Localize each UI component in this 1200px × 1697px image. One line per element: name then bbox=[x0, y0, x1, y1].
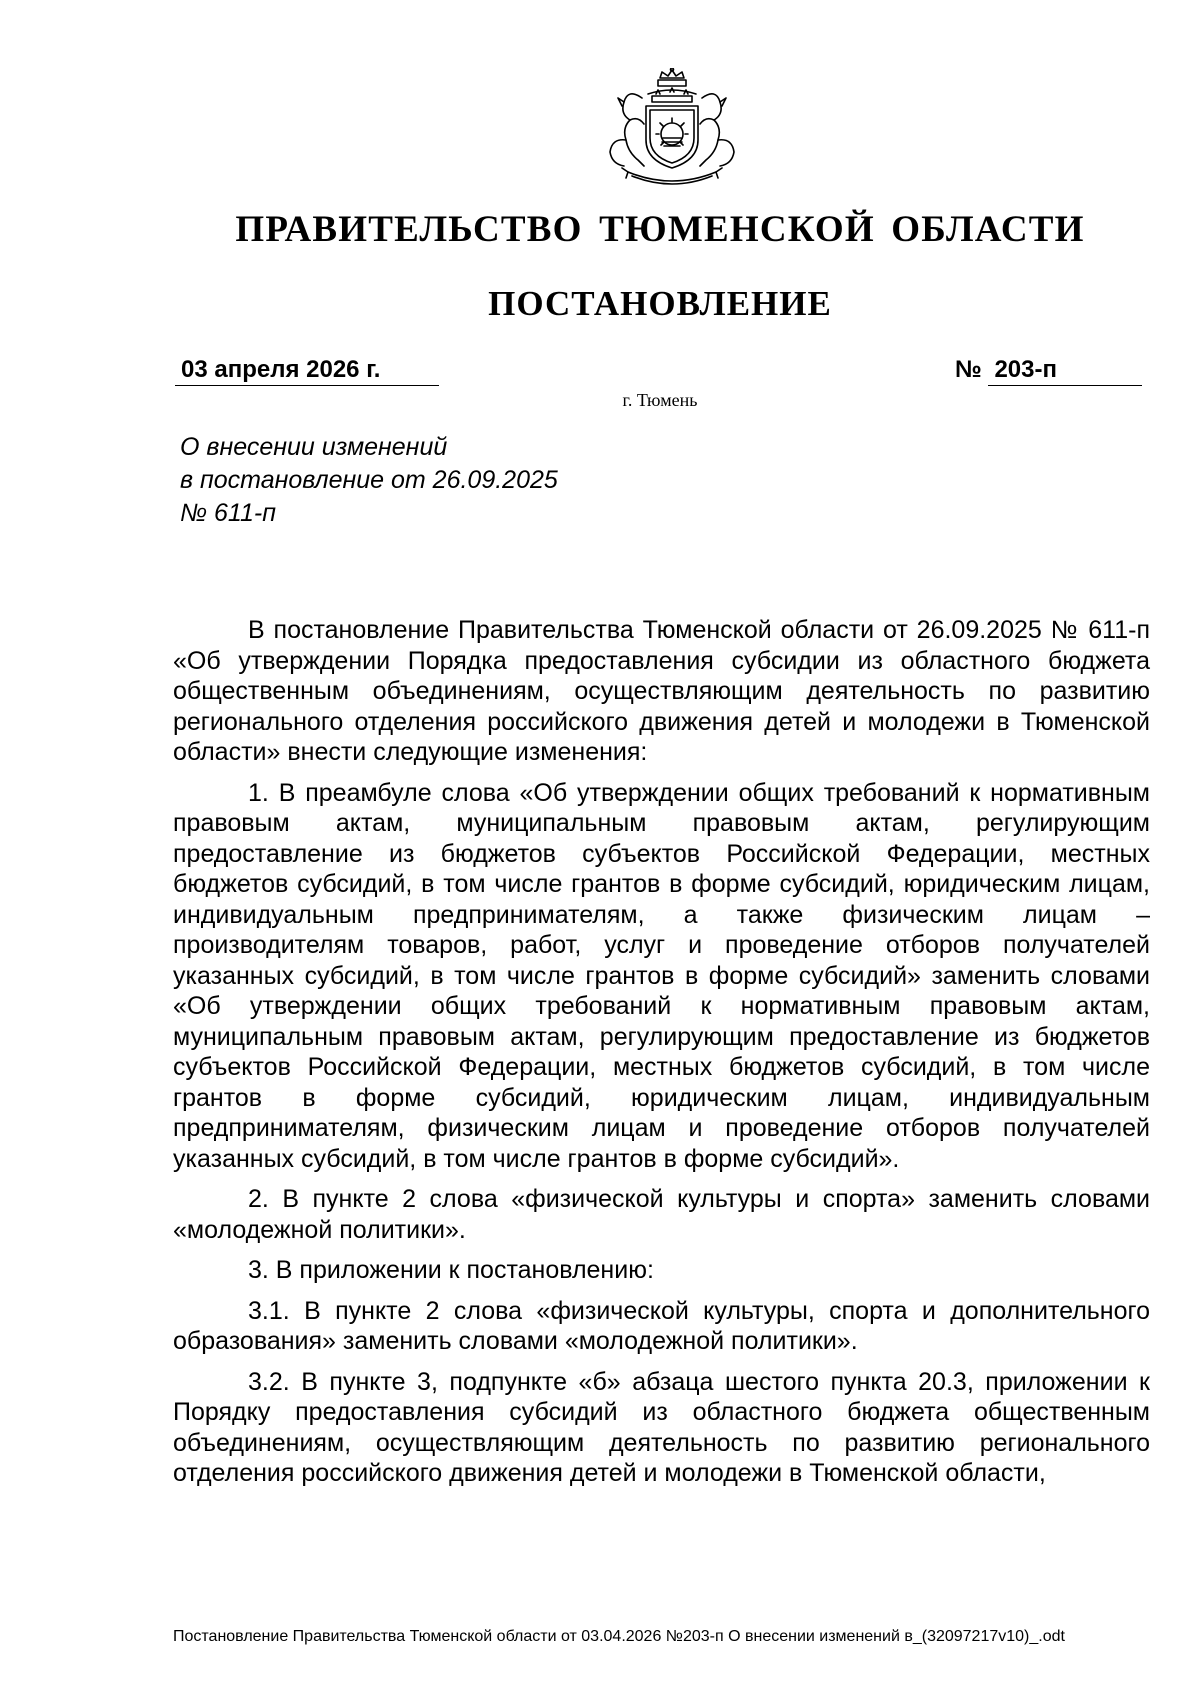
document-number-value: 203-п bbox=[988, 355, 1142, 386]
body-paragraph-item-1: 1. В преамбуле слова «Об утверждении общих требований к нормативным правовым актам, муниципальным правовым актам, регулирующим предоставление из бюджетов субъектов Российской Федерации, местных бюджетов субсидий, в том числе грантов в форме субсидий, юридическим лицам, индивидуальным предпринимателям, а также физическим лицам – производителям товаров, работ, услуг и проведение отборов получателей указанных субсидий, в том числе грантов в форме субсидий» заменить словами «Об утверждении общих требований к нормативным правовым актам, муниципальным правовым актам, регулирующим предоставление из бюджетов субъектов Российской Федерации, местных бюджетов субсидий, в том числе грантов в форме субсидий, юридическим лицам, индивидуальным предпринимателям, физическим лицам и проведение отборов получателей указанных субсидий, в том числе грантов в форме субсидий». bbox=[173, 778, 1150, 1173]
number-sign: № bbox=[955, 356, 982, 383]
document-number bbox=[955, 355, 1142, 386]
document-subject bbox=[180, 431, 558, 530]
organization-title: ПРАВИТЕЛЬСТВО ТЮМЕНСКОЙ ОБЛАСТИ bbox=[235, 209, 1085, 250]
body-paragraph-item-3-2: 3.2. В пункте 3, подпункте «б» абзаца шестого пункта 20.3, приложении к Порядку предоставления субсидий из областного бюджета общественным объединениям, осуществляющим деятельность по развитию регионального отделения российского движения детей и молодежи в Тюменской области, bbox=[173, 1367, 1150, 1487]
body-paragraph-item-2: 2. В пункте 2 слова «физической культуры и спорта» заменить словами «молодежной политики». bbox=[173, 1185, 1150, 1244]
subject-line: в постановление от 26.09.2025 bbox=[180, 466, 558, 494]
coat-of-arms-icon bbox=[598, 68, 746, 190]
body-paragraph-item-3-1: 3.1. В пункте 2 слова «физической культуры, спорта и дополнительного образования» заменить словами «молодежной политики». bbox=[173, 1296, 1150, 1355]
document-type-title: ПОСТАНОВЛЕНИЕ bbox=[488, 284, 832, 323]
subject-line: № 611-п bbox=[180, 499, 276, 527]
page-footer: Постановление Правительства Тюменской области от 03.04.2026 №203-п О внесении изменений в_(32097217v10)_.odt bbox=[173, 1628, 1065, 1645]
document-body bbox=[173, 615, 1150, 1499]
city-label: г. Тюмень bbox=[622, 390, 698, 410]
subject-line: О внесении изменений bbox=[180, 433, 448, 461]
document-date: 03 апреля 2026 г. bbox=[175, 355, 439, 386]
body-paragraph-intro: В постановление Правительства Тюменской области от 26.09.2025 № 611-п «Об утверждении Порядка предоставления субсидии из областного бюджета общественным объединениям, осуществляющим деятельность по развитию регионального отделения российского движения детей и молодежи в Тюменской области» внести следующие изменения: bbox=[173, 616, 1150, 766]
body-paragraph-item-3: 3. В приложении к постановлению: bbox=[248, 1256, 654, 1284]
